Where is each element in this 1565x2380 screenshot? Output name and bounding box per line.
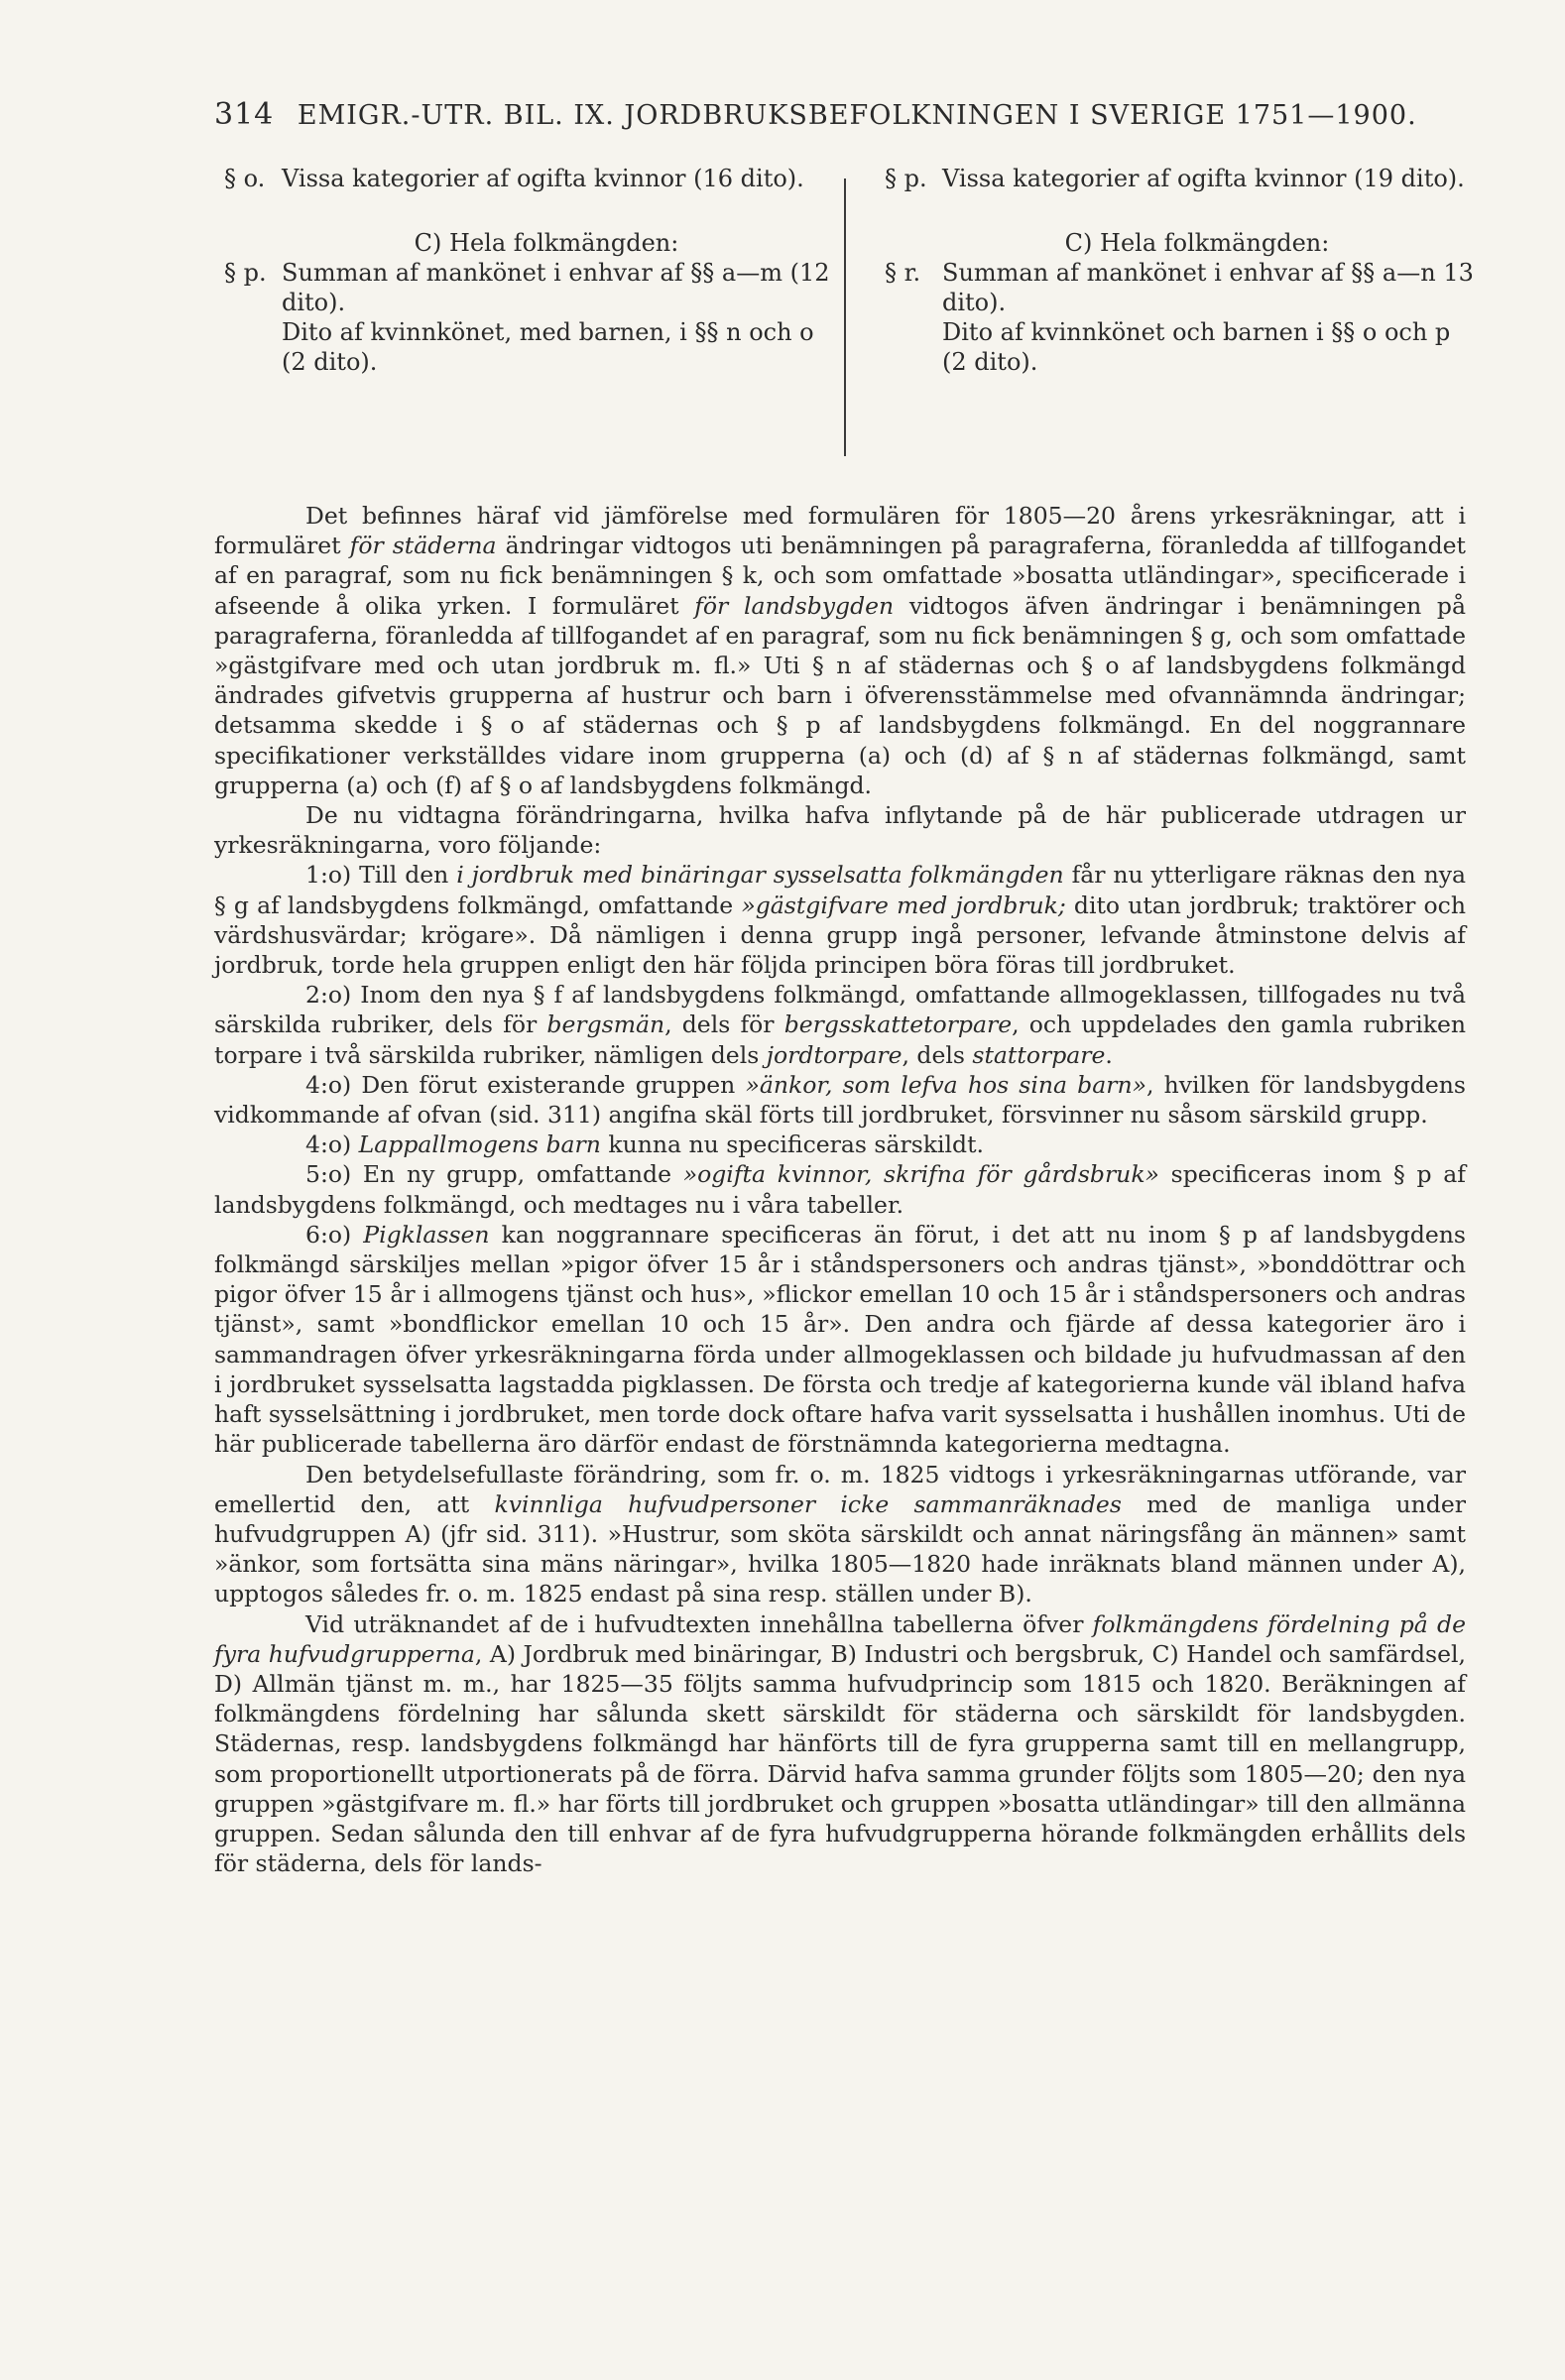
paragraph: 2:o) Inom den nya § f af landsbygdens folkmängd, omfattande allmogeklassen, tillfogades nu två särskilda rubriker, dels för bergsmän, dels för bergsskattetorpare, och uppdelades den gamla rubriken torpare i två särskilda rubriker, nämligen dels jordtorpare, dels stattorpare.	[214, 981, 1466, 1069]
paragraph: 4:o) Den förut existerande gruppen »änkor, som lefva hos sina barn», hvilken för landsbygdens vidkommande af ofvan (sid. 311) angifna skäl förts till jordbruket, försvinner nu såsom särskild grupp.	[214, 1070, 1466, 1130]
entry-text	[282, 258, 839, 377]
entry-text	[942, 258, 1480, 377]
paragraph: Vid uträknandet af de i hufvudtexten innehållna tabellerna öfver folkmängdens fördelning på de fyra hufvudgrupperna, A) Jordbruk med binäringar, B) Industri och bergsbruk, C) Handel och samfärdsel, D) Allmän tjänst m. m., har 1825—35 följts samma hufvudprincip som 1815 och 1820. Beräkningen af folkmängdens fördelning har sålunda skett särskildt för städerna och särskildt för landsbygden. Städernas, resp. landsbygdens folkmängd har hänförts till de fyra grupperna samt till en mellangrupp, som proportionellt utportionerats på de förra. Därvid hafva samma grunder följts som 1805—20; den nya gruppen »gästgifvare m. fl.» har förts till jordbruket och gruppen »bosatta utländingar» till den allmänna gruppen. Sedan sålunda den till enhvar af de fyra hufvudgrupperna hörande folkmängden erhållits dels för städerna, dels för lands-	[214, 1609, 1466, 1878]
entry-line: Dito af kvinnkönet och barnen i §§ o och p (2 dito).	[942, 318, 1451, 376]
left-heading-c: C) Hela folkmängden:	[414, 229, 679, 257]
section-mark: § p.	[224, 259, 267, 287]
paragraph: 1:o) Till den i jordbruk med binäringar sysselsatta folkmängden får nu ytterligare räknas den nya § g af landsbygdens folkmängd, omfattande »gästgifvare med jordbruk; dito utan jordbruk; traktörer och värdshusvärdar; krögare». Då nämligen i denna grupp ingå personer, lefvande åtminstone delvis af jordbruk, torde hela gruppen enligt den här följda principen böra föras till jordbruket.	[214, 861, 1466, 980]
right-entry-p	[885, 164, 1480, 193]
paragraph: Det befinnes häraf vid jämförelse med formulären för 1805—20 årens yrkesräkningar, att i formuläret för städerna ändringar vidtogos uti benämningen på paragraferna, föranledda af tillfogandet af en paragraf, som nu fick benämningen § k, och som omfattade »bosatta utländingar», specificerade i afseende å olika yrken. I formuläret för landsbygden vidtogos äfven ändringar i benämningen på paragraferna, föranledda af tillfogandet af en paragraf, som nu fick benämningen § g, och som omfattade »gästgifvare med och utan jordbruk m. fl.» Uti § n af städernas och § o af landsbygdens folkmängd ändrades gifvetvis grupperna af hustrur och barn i öfverensstämmelse med ofvannämnda ändringar; detsamma skedde i § o af städernas och § p af landsbygdens folkmängd. En del noggrannare specifikationer verkställdes vidare inom grupperna (a) och (d) af § n af städernas folkmängd, samt grupperna (a) och (f) af § o af landsbygdens folkmängd.	[214, 502, 1466, 799]
section-mark: § r.	[885, 259, 921, 287]
section-mark: § p.	[885, 165, 927, 192]
left-column	[224, 164, 839, 377]
right-column	[885, 164, 1480, 377]
left-entry-o	[224, 164, 839, 193]
paragraph: Den betydelsefullaste förändring, som fr. o. m. 1825 vidtogs i yrkesräkningarnas utförande, var emellertid den, att kvinnliga hufvudpersoner icke sammanräknades med de manliga under hufvudgruppen A) (jfr sid. 311). »Hustrur, som sköta särskildt och annat näringsfång än männen» samt »änkor, som fortsätta sina mäns näringar», hvilka 1805—1820 hade inräknats bland männen under A), upptogos således fr. o. m. 1825 endast på sina resp. ställen under B).	[214, 1460, 1466, 1608]
body-text	[214, 501, 1466, 1878]
running-header	[214, 97, 1444, 132]
entry-text: Vissa kategorier af ogifta kvinnor (16 dito).	[282, 165, 804, 192]
left-entry-p	[224, 258, 839, 377]
paragraph: 6:o) Pigklassen kan noggrannare specificeras än förut, i det att nu inom § p af landsbygdens folkmängd särskiljes mellan »pigor öfver 15 år i ståndspersoners och andras tjänst», »bonddöttrar och pigor öfver 15 år i allmogens tjänst och hus», »flickor emellan 10 och 15 år i ståndspersoners och andras tjänst», samt »bondflickor emellan 10 och 15 år». Den andra och fjärde af dessa kategorier äro i sammandragen öfver yrkesräkningarna förda under allmogeklassen och bildade ju hufvudmassan af den i jordbruket sysselsatta lagstadda pigklassen. De första och tredje af kategorierna kunde väl ibland hafva haft sysselsättning i jordbruket, men torde dock oftare hafva varit sysselsatta i hushållen inomhus. Uti de här publicerade tabellerna äro därför endast de förstnämnda kategorierna medtagna.	[214, 1220, 1466, 1459]
right-heading-c: C) Hela folkmängden:	[1064, 229, 1330, 257]
running-title: EMIGR.-UTR. BIL. IX. JORDBRUKSBEFOLKNINGEN I SVERIGE 1751—1900.	[297, 100, 1417, 131]
page-number: 314	[214, 97, 275, 132]
entry-line: Dito af kvinnkönet, med barnen, i §§ n och o (2 dito).	[282, 318, 814, 376]
right-entry-r	[885, 258, 1480, 377]
paragraph: 5:o) En ny grupp, omfattande »ogifta kvinnor, skrifna för gårdsbruk» specificeras inom § p af landsbygdens folkmängd, och medtages nu i våra tabeller.	[214, 1160, 1467, 1219]
entry-text: Vissa kategorier af ogifta kvinnor (19 dito).	[942, 165, 1465, 192]
formulary-columns	[214, 164, 1474, 461]
entry-line: Summan af mankönet i enhvar af §§ a—m (12 dito).	[282, 259, 830, 316]
paragraph: 4:o) Lappallmogens barn kunna nu specificeras särskildt.	[305, 1130, 985, 1159]
paragraph: De nu vidtagna förändringarna, hvilka hafva inflytande på de här publicerade utdragen ur yrkesräkningarna, voro följande:	[214, 801, 1466, 860]
column-divider	[844, 178, 846, 456]
entry-line: Summan af mankönet i enhvar af §§ a—n 13 dito).	[942, 259, 1474, 316]
section-mark: § o.	[224, 165, 266, 192]
